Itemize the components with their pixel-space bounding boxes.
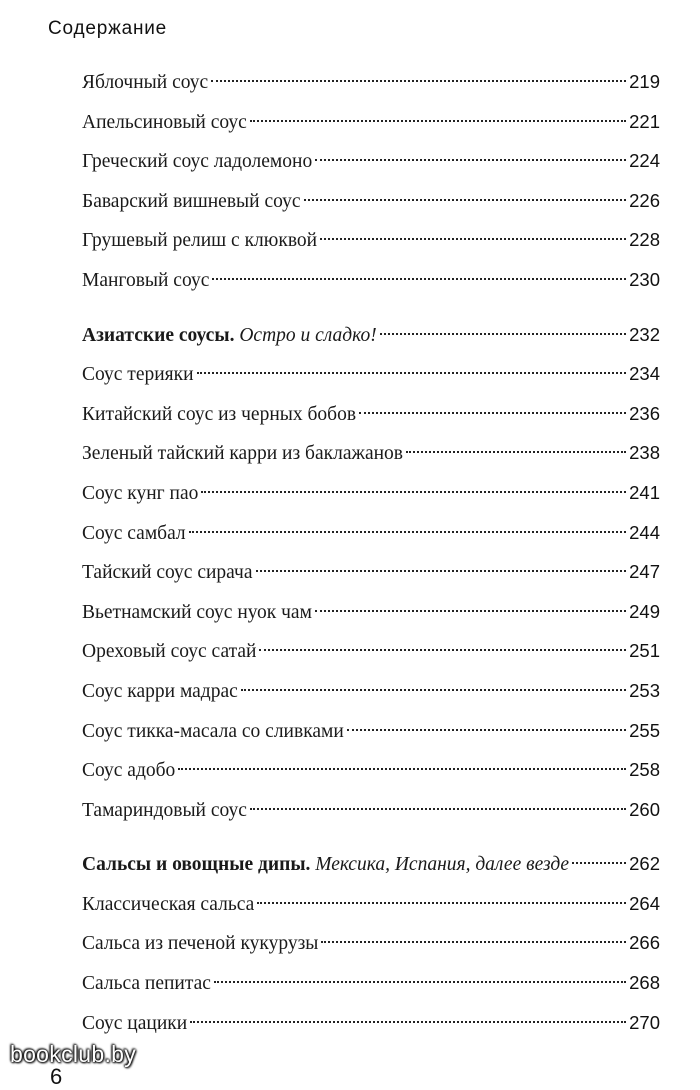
dot-leader bbox=[250, 808, 626, 810]
section-name: Азиатские соусы. bbox=[82, 324, 235, 346]
dot-leader bbox=[259, 649, 626, 651]
toc-entry-page: 230 bbox=[629, 268, 660, 290]
running-head: Содержание bbox=[48, 18, 168, 39]
toc-entry-page: 266 bbox=[629, 932, 660, 954]
toc-entry bbox=[82, 631, 660, 671]
toc-entry-page: 228 bbox=[629, 229, 660, 251]
dot-leader bbox=[304, 199, 627, 201]
toc-entry-title: Сальса из печеной кукурузы bbox=[82, 933, 319, 955]
section-name: Сальсы и овощные дипы. bbox=[82, 854, 311, 876]
dot-leader bbox=[256, 570, 627, 572]
toc-entry bbox=[82, 671, 660, 711]
table-of-contents bbox=[82, 62, 660, 1042]
toc-entry-title: Китайский соус из черных бобов bbox=[82, 403, 357, 425]
toc-entry-title: Манговый соус bbox=[82, 269, 210, 291]
toc-entry bbox=[82, 513, 660, 553]
toc-entry-page: 238 bbox=[629, 442, 660, 464]
toc-entry-title: Соус цацики bbox=[82, 1012, 188, 1034]
toc-entry bbox=[82, 473, 660, 513]
section-gap bbox=[82, 829, 660, 844]
toc-entry bbox=[82, 260, 660, 300]
dot-leader bbox=[347, 729, 626, 731]
dot-leader bbox=[380, 333, 626, 335]
toc-entry-title: Соус терияки bbox=[82, 364, 194, 386]
watermark: bookclub.by bbox=[10, 1041, 137, 1067]
toc-entry-page: 226 bbox=[629, 189, 660, 211]
dot-leader bbox=[189, 531, 626, 533]
dot-leader bbox=[190, 1021, 626, 1023]
toc-entry-page: 270 bbox=[629, 1011, 660, 1033]
dot-leader bbox=[320, 238, 626, 240]
toc-entry-title: Классическая сальса bbox=[82, 893, 255, 915]
dot-leader bbox=[214, 981, 626, 983]
dot-leader bbox=[321, 941, 626, 943]
dot-leader bbox=[212, 278, 626, 280]
section-gap bbox=[82, 300, 660, 315]
toc-entry-title: Соус самбал bbox=[82, 522, 186, 544]
toc-entry-title: Ореховый соус сатай bbox=[82, 641, 257, 663]
toc-entry-page: 255 bbox=[629, 719, 660, 741]
dot-leader bbox=[250, 120, 626, 122]
dot-leader bbox=[359, 412, 626, 414]
toc-entry bbox=[82, 220, 660, 260]
toc-entry-page: 253 bbox=[629, 679, 660, 701]
toc-section-title bbox=[82, 845, 569, 885]
toc-entry-page: 236 bbox=[629, 402, 660, 424]
toc-entry-title: Яблочный соус bbox=[82, 72, 209, 93]
toc-entry bbox=[82, 394, 660, 434]
dot-leader bbox=[178, 768, 626, 770]
dot-leader bbox=[197, 372, 627, 374]
toc-entry-title: Греческий соус ладолемоно bbox=[82, 151, 313, 173]
dot-leader bbox=[315, 159, 626, 161]
toc-entry-page: 221 bbox=[629, 110, 660, 132]
toc-entry bbox=[82, 62, 660, 102]
toc-entry bbox=[82, 433, 660, 473]
toc-entry-title: Тайский соус сирача bbox=[82, 562, 253, 584]
section-tagline: Остро и сладко! bbox=[239, 324, 377, 346]
toc-entry bbox=[82, 923, 660, 963]
dot-leader bbox=[406, 451, 626, 453]
dot-leader bbox=[201, 491, 626, 493]
toc-entry-page: 224 bbox=[629, 150, 660, 172]
toc-section-heading bbox=[82, 315, 660, 355]
section-tagline: Мексика, Испания, далее везде bbox=[315, 854, 570, 876]
dot-leader bbox=[572, 862, 626, 864]
toc-entry bbox=[82, 790, 660, 830]
toc-entry-page: 234 bbox=[629, 363, 660, 385]
toc-entry-title: Баварский вишневый соус bbox=[82, 190, 301, 212]
toc-entry bbox=[82, 711, 660, 751]
toc-entry bbox=[82, 750, 660, 790]
toc-entry-title: Сальса пепитас bbox=[82, 973, 211, 995]
toc-entry-page: 247 bbox=[629, 561, 660, 583]
toc-entry-page: 249 bbox=[629, 600, 660, 622]
toc-section-title bbox=[82, 316, 377, 356]
toc-entry bbox=[82, 552, 660, 592]
toc-entry-page: 232 bbox=[629, 323, 660, 345]
toc-entry-title: Соус тикка-масала со сливками bbox=[82, 720, 344, 742]
toc-entry-page: 262 bbox=[629, 853, 660, 875]
toc-entry-page: 219 bbox=[629, 71, 660, 92]
toc-entry-title: Соус адобо bbox=[82, 760, 176, 782]
toc-entry-page: 260 bbox=[629, 798, 660, 820]
toc-entry-title: Вьетнамский соус нуок чам bbox=[82, 601, 312, 623]
toc-entry-page: 241 bbox=[629, 481, 660, 503]
toc-entry-page: 264 bbox=[629, 892, 660, 914]
toc-entry-page: 268 bbox=[629, 972, 660, 994]
toc-entry bbox=[82, 141, 660, 181]
page-number: 6 bbox=[50, 1064, 63, 1089]
toc-entry-title: Соус кунг пао bbox=[82, 482, 199, 504]
toc-section-heading bbox=[82, 844, 660, 884]
dot-leader bbox=[211, 80, 626, 82]
toc-entry-title: Соус карри мадрас bbox=[82, 680, 238, 702]
toc-entry-page: 251 bbox=[629, 640, 660, 662]
dot-leader bbox=[257, 902, 626, 904]
toc-entry bbox=[82, 102, 660, 142]
toc-entry-title: Апельсиновый соус bbox=[82, 111, 247, 133]
toc-entry bbox=[82, 181, 660, 221]
toc-entry-title: Грушевый релиш с клюквой bbox=[82, 230, 318, 252]
toc-entry-title: Тамариндовый соус bbox=[82, 799, 247, 821]
toc-entry bbox=[82, 1003, 660, 1043]
dot-leader bbox=[315, 610, 626, 612]
toc-entry-title: Зеленый тайский карри из баклажанов bbox=[82, 443, 403, 465]
toc-entry-page: 258 bbox=[629, 759, 660, 781]
dot-leader bbox=[241, 689, 626, 691]
toc-entry bbox=[82, 354, 660, 394]
toc-entry bbox=[82, 592, 660, 632]
toc-entry-page: 244 bbox=[629, 521, 660, 543]
toc-entry bbox=[82, 884, 660, 924]
toc-entry bbox=[82, 963, 660, 1003]
